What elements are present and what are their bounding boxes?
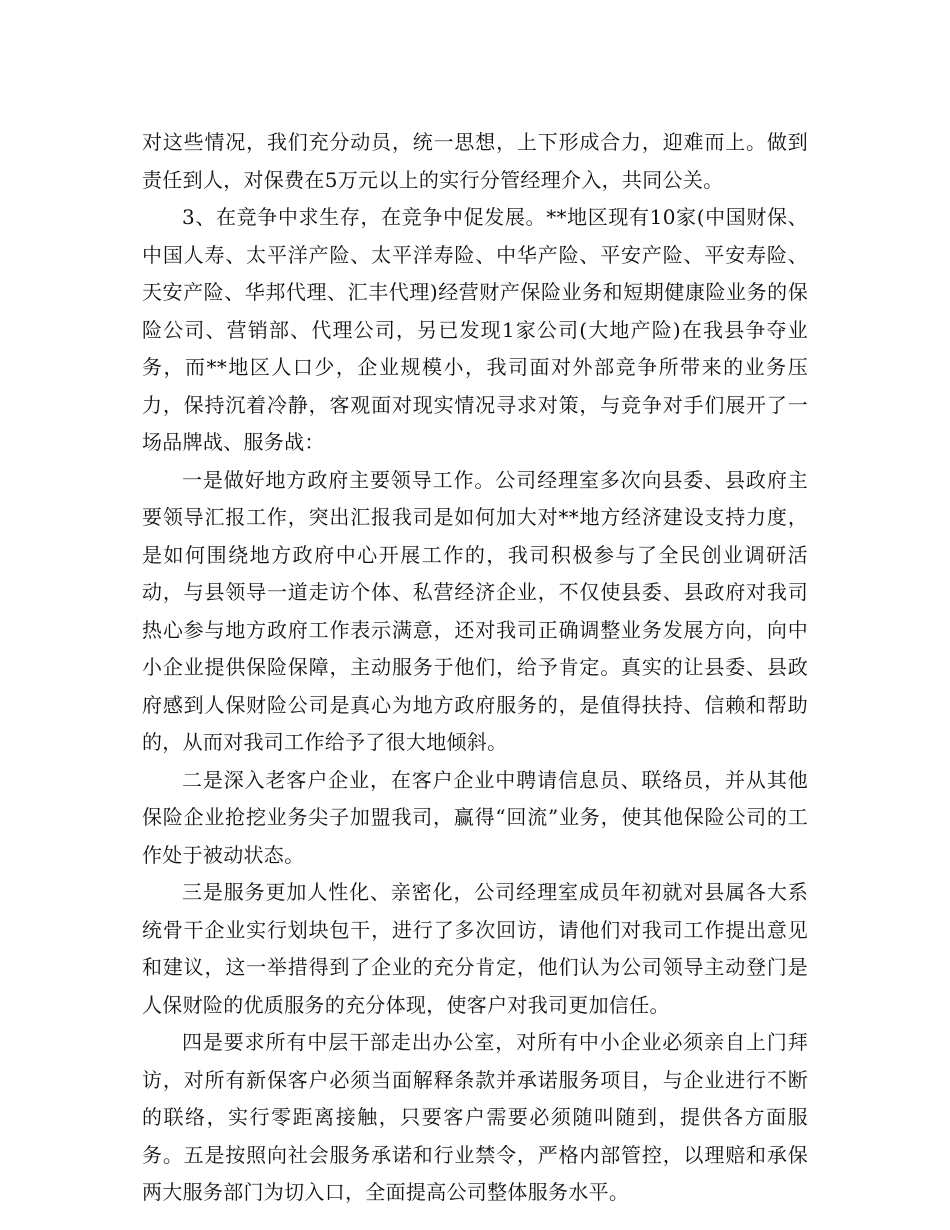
paragraph-continuation: 对这些情况，我们充分动员，统一思想，上下形成合力，迎难而上。做到责任到人，对保费在5万元以上的实行分管经理介入，共同公关。 (142, 130, 808, 192)
paragraph-point-three: 三是服务更加人性化、亲密化，公司经理室成员年初就对县属各大系统骨干企业实行划块包干，进行了多次回访，请他们对我司工作提出意见和建议，这一举措得到了企业的充分肯定，他们认为公司领导主动登门是人保财险的优质服务的充分体现，使客户对我司更加信任。 (142, 880, 808, 1017)
paragraph-point-one: 一是做好地方政府主要领导工作。公司经理室多次向县委、县政府主要领导汇报工作，突出汇报我司是如何加大对**地方经济建设支持力度，是如何围绕地方政府中心开展工作的，我司积极参与了全民创业调研活动，与县领导一道走访个体、私营经济企业，不仅使县委、县政府对我司热心参与地方政府工作表示满意，还对我司正确调整业务发展方向，向中小企业提供保险保障，主动服务于他们，给予肯定。真实的让县委、县政府感到人保财险公司是真心为地方政府服务的，是值得扶持、信赖和帮助的，从而对我司工作给予了很大地倾斜。 (142, 467, 808, 754)
paragraph-point-two: 二是深入老客户企业，在客户企业中聘请信息员、联络员，并从其他保险企业抢挖业务尖子加盟我司，赢得“回流”业务，使其他保险公司的工作处于被动状态。 (142, 767, 808, 867)
paragraph-point-four: 四是要求所有中层干部走出办公室，对所有中小企业必须亲自上门拜访，对所有新保客户必须当面解释条款并承诺服务项目，与企业进行不断的联络，实行零距离接触，只要客户需要必须随叫随到，提供各方面服务。五是按照向社会服务承诺和行业禁令，严格内部管控，以理赔和承保两大服务部门为切入口，全面提高公司整体服务水平。 (142, 1030, 808, 1204)
paragraph-competition: 3、在竞争中求生存，在竞争中促发展。**地区现有10家(中国财保、中国人寿、太平洋产险、太平洋寿险、中华产险、平安产险、平安寿险、天安产险、华邦代理、汇丰代理)经营财产保险业务和短期健康险业务的保险公司、营销部、代理公司，另已发现1家公司(大地产险)在我县争夺业务，而**地区人口少，企业规模小，我司面对外部竞争所带来的业务压力，保持沉着冷静，客观面对现实情况寻求对策，与竞争对手们展开了一场品牌战、服务战： (142, 205, 808, 454)
document-body (142, 124, 808, 1212)
